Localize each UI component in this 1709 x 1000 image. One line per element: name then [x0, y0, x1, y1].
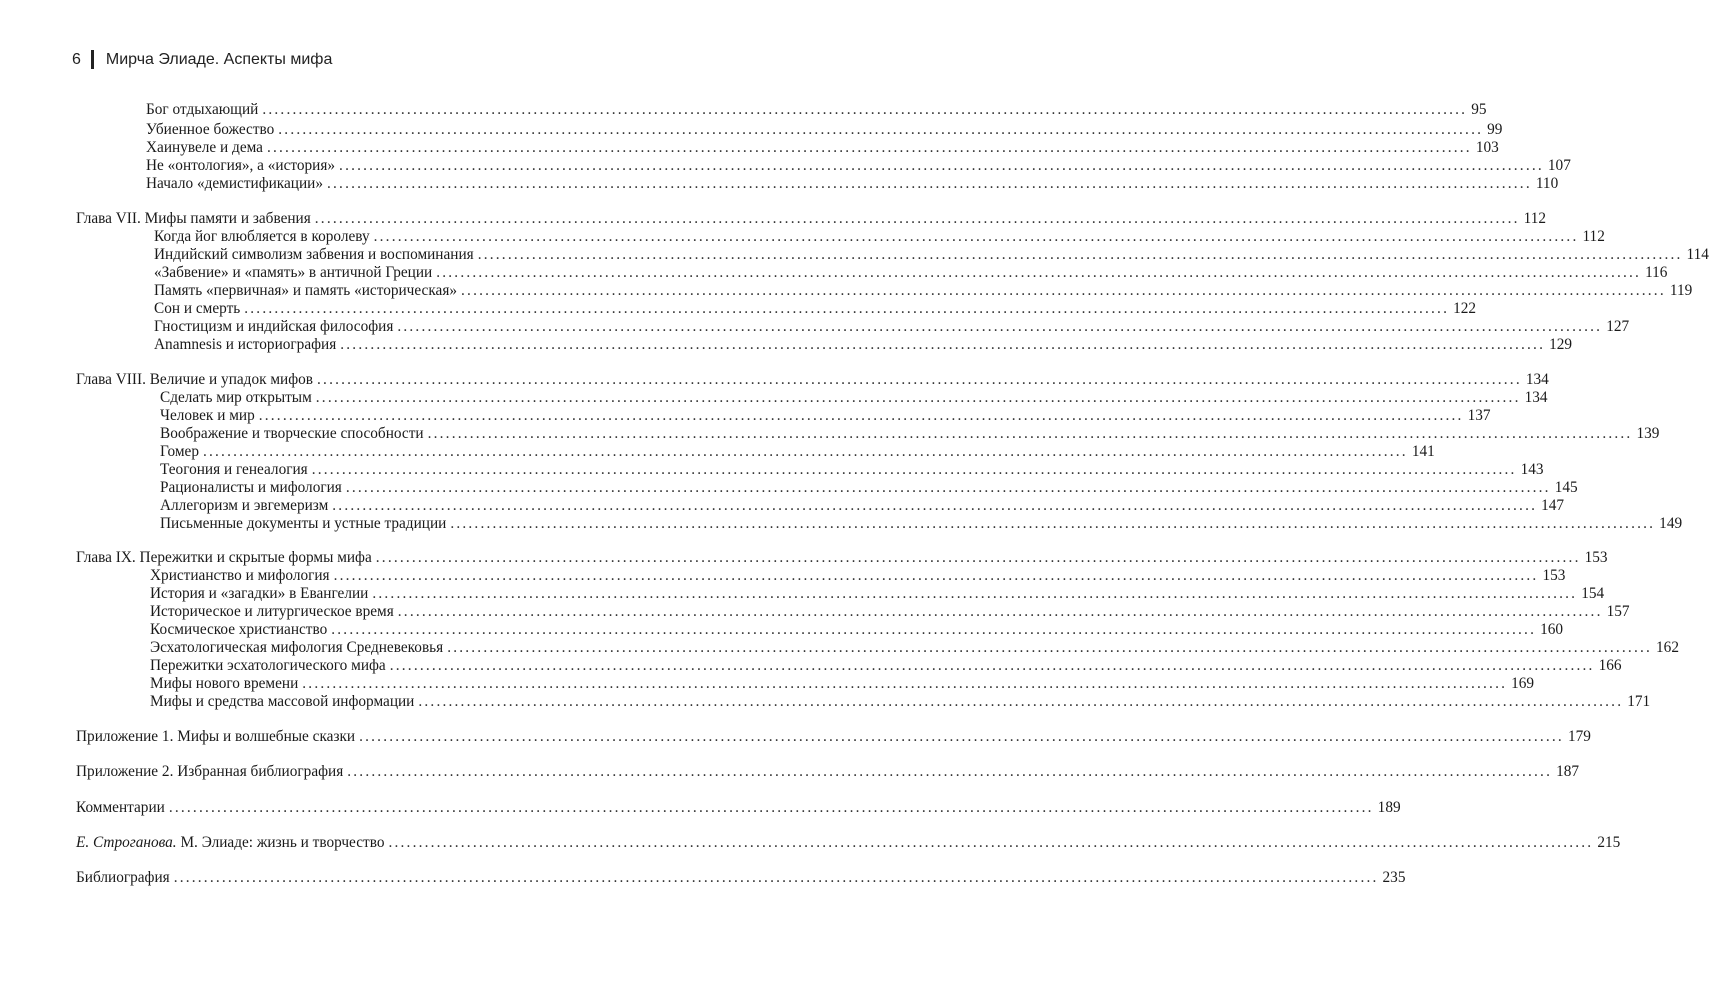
page-number: 6 [72, 50, 81, 68]
toc-entry-page: 149 [1659, 515, 1683, 532]
toc-entry-title: Память «первичная» и память «историческая» [154, 282, 458, 299]
toc-entry-title: Теогония и генеалогия [160, 461, 308, 478]
toc-entry[interactable] [154, 336, 1573, 354]
toc-entry[interactable] [150, 603, 1630, 621]
toc-entry-page: 112 [1523, 210, 1547, 227]
toc-entry-page: 145 [1554, 479, 1578, 496]
toc-dot-leader: ........................................................................................................................................................................................................ [345, 479, 1551, 496]
toc-entry-title: Эсхатологическая мифология Средневековья [150, 639, 444, 656]
toc-entry[interactable] [150, 585, 1605, 603]
toc-entry-page: 141 [1411, 443, 1435, 460]
toc-dot-leader: ........................................................................................................................................................................................................ [331, 621, 1537, 638]
toc-chapter-7[interactable] [76, 210, 1547, 228]
toc-entry[interactable] [154, 246, 1709, 264]
toc-entry-page: 122 [1453, 300, 1477, 317]
toc-dot-leader: ........................................................................................................................................................................................................ [375, 549, 1581, 566]
toc-entry-title [76, 834, 384, 852]
toc-entry-title: Не «онтология», а «история» [146, 157, 336, 174]
toc-dot-leader: ........................................................................................................................................................................................................ [278, 121, 1484, 138]
toc-entry-page: 215 [1597, 834, 1621, 851]
toc-chapter-8[interactable] [76, 371, 1549, 389]
toc-entry-page: 114 [1686, 246, 1709, 263]
running-header [72, 50, 332, 69]
toc-entry-title: Убиенное божество [146, 121, 275, 138]
toc-dot-leader: ........................................................................................................................................................................................................ [461, 282, 1666, 299]
toc-entry[interactable] [154, 282, 1693, 300]
toc-entry-title: Человек и мир [160, 407, 255, 424]
toc-entry-page: 134 [1525, 371, 1549, 388]
toc-dot-leader: ........................................................................................................................................................................................................ [447, 639, 1653, 656]
toc-entry-page: 95 [1471, 101, 1487, 118]
toc-entry[interactable] [150, 567, 1566, 585]
toc-dot-leader: ........................................................................................................................................................................................................ [372, 585, 1578, 602]
toc-entry-title: Комментарии [76, 799, 165, 816]
toc-entry-page: 153 [1584, 549, 1608, 566]
toc-entry-title: Рационалисты и мифология [160, 479, 342, 496]
toc-entry-title: Аллегоризм и эвгемеризм [160, 497, 329, 514]
toc-entry[interactable] [150, 675, 1535, 693]
toc-dot-leader: ........................................................................................................................................................................................................ [397, 318, 1603, 335]
toc-chapter-9[interactable] [76, 549, 1608, 567]
toc-dot-leader: ........................................................................................................................................................................................................ [418, 693, 1624, 710]
toc-dot-leader: ........................................................................................................................................................................................................ [314, 210, 1520, 227]
toc-dot-leader: ........................................................................................................................................................................................................ [427, 425, 1633, 442]
toc-entry-page: 189 [1377, 799, 1401, 816]
toc-entry-title: Хаинувеле и дема [146, 139, 263, 156]
toc-dot-leader: ........................................................................................................................................................................................................ [339, 157, 1544, 174]
toc-entry-page: 179 [1567, 728, 1591, 745]
toc-entry-page: 169 [1511, 675, 1535, 692]
toc-dot-leader: ........................................................................................................................................................................................................ [450, 515, 1656, 532]
toc-entry[interactable] [146, 121, 1503, 139]
toc-entry[interactable] [160, 515, 1683, 533]
toc-entry-title: Космическое христианство [150, 621, 328, 638]
toc-entry[interactable] [154, 300, 1477, 318]
toc-entry-page: 119 [1669, 282, 1693, 299]
toc-entry-page: 99 [1487, 121, 1503, 138]
toc-dot-leader: ........................................................................................................................................................................................................ [244, 300, 1450, 317]
toc-entry-title: Anamnesis и историография [154, 336, 337, 353]
toc-entry-title: Христианство и мифология [150, 567, 330, 584]
toc-entry-page: 171 [1627, 693, 1651, 710]
toc-essay[interactable] [76, 834, 1621, 852]
toc-entry[interactable] [146, 157, 1571, 175]
toc-chapter-title: Глава VII. Мифы памяти и забвения [76, 210, 311, 227]
toc-entry[interactable] [146, 139, 1499, 157]
toc-essay-title: М. Элиаде: жизнь и творчество [176, 834, 385, 851]
toc-entry-page: 139 [1636, 425, 1660, 442]
toc-entry-page: 147 [1541, 497, 1565, 514]
toc-entry-title: Сон и смерть [154, 300, 241, 317]
toc-entry[interactable] [146, 101, 1487, 119]
toc-entry-page: 235 [1382, 869, 1406, 886]
toc-entry-title: «Забвение» и «память» в античной Греции [154, 264, 433, 281]
toc-entry-page: 127 [1606, 318, 1630, 335]
toc-entry-title: Индийский символизм забвения и воспоминания [154, 246, 474, 263]
toc-entry-title: Пережитки эсхатологического мифа [150, 657, 386, 674]
toc-entry-page: 137 [1467, 407, 1491, 424]
toc-dot-leader: ........................................................................................................................................................................................................ [347, 763, 1553, 780]
header-separator [91, 50, 94, 69]
toc-entry[interactable] [154, 318, 1630, 336]
toc-entry-title: Приложение 2. Избранная библиография [76, 763, 344, 780]
toc-dot-leader: ........................................................................................................................................................................................................ [359, 728, 1564, 745]
toc-dot-leader: ........................................................................................................................................................................................................ [202, 443, 1408, 460]
toc-entry-page: 187 [1556, 763, 1580, 780]
toc-dot-leader: ........................................................................................................................................................................................................ [340, 336, 1546, 353]
toc-dot-leader: ........................................................................................................................................................................................................ [262, 101, 1468, 118]
toc-entry[interactable] [160, 461, 1544, 479]
toc-entry-page: 153 [1542, 567, 1566, 584]
toc-dot-leader: ........................................................................................................................................................................................................ [327, 175, 1532, 192]
toc-entry-title: Бог отдыхающий [146, 101, 259, 118]
toc-entry-page: 134 [1524, 389, 1548, 406]
toc-entry-page: 166 [1598, 657, 1622, 674]
toc-entry[interactable] [146, 175, 1559, 193]
toc-comments[interactable] [76, 799, 1401, 817]
toc-dot-leader: ........................................................................................................................................................................................................ [258, 407, 1464, 424]
toc-dot-leader: ........................................................................................................................................................................................................ [373, 228, 1579, 245]
toc-entry[interactable] [160, 497, 1565, 515]
toc-dot-leader: ........................................................................................................................................................................................................ [388, 834, 1594, 851]
toc-dot-leader: ........................................................................................................................................................................................................ [333, 567, 1539, 584]
toc-entry[interactable] [160, 479, 1578, 497]
toc-entry-title: Гомер [160, 443, 199, 460]
toc-entry[interactable] [150, 657, 1622, 675]
toc-dot-leader: ........................................................................................................................................................................................................ [397, 603, 1603, 620]
toc-appendix-1[interactable] [76, 728, 1591, 746]
toc-entry-title: Воображение и творческие способности [160, 425, 424, 442]
toc-chapter-title: Глава IX. Пережитки и скрытые формы мифа [76, 549, 372, 566]
toc-appendix-2[interactable] [76, 763, 1580, 781]
toc-entry[interactable] [160, 407, 1491, 425]
toc-dot-leader: ........................................................................................................................................................................................................ [302, 675, 1508, 692]
toc-dot-leader: ........................................................................................................................................................................................................ [173, 869, 1379, 886]
running-title: Мирча Элиаде. Аспекты мифа [105, 50, 333, 68]
toc-entry-title: Историческое и литургическое время [150, 603, 394, 620]
toc-entry-title: Когда йог влюбляется в королеву [154, 228, 370, 245]
toc-entry-title: Начало «демистификации» [146, 175, 323, 192]
toc-entry-page: 129 [1549, 336, 1573, 353]
toc-dot-leader: ........................................................................................................................................................................................................ [311, 461, 1517, 478]
toc-entry-title: Сделать мир открытым [160, 389, 312, 406]
toc-chapter-title: Глава VIII. Величие и упадок мифов [76, 371, 314, 388]
toc-entry[interactable] [150, 693, 1651, 711]
toc-entry-page: 107 [1547, 157, 1571, 174]
toc-entry-title: Гностицизм и индийская философия [154, 318, 394, 335]
toc-entry-page: 110 [1535, 175, 1559, 192]
toc-entry[interactable] [154, 228, 1605, 246]
toc-bibliography[interactable] [76, 869, 1406, 887]
toc-dot-leader: ........................................................................................................................................................................................................ [315, 389, 1521, 406]
toc-dot-leader: ........................................................................................................................................................................................................ [436, 264, 1642, 281]
toc-entry-title: Мифы нового времени [150, 675, 299, 692]
toc-dot-leader: ........................................................................................................................................................................................................ [168, 799, 1374, 816]
toc-entry-title: Приложение 1. Мифы и волшебные сказки [76, 728, 356, 745]
toc-entry-title: Библиография [76, 869, 170, 886]
toc-dot-leader: ........................................................................................................................................................................................................ [477, 246, 1683, 263]
toc-essay-author: Е. Строганова. [76, 834, 177, 851]
toc-entry-page: 112 [1582, 228, 1605, 245]
toc-entry[interactable] [160, 425, 1660, 443]
toc-entry[interactable] [160, 389, 1548, 407]
toc-entry-page: 116 [1645, 264, 1668, 281]
toc-entry[interactable] [154, 264, 1668, 282]
toc-dot-leader: ........................................................................................................................................................................................................ [332, 497, 1538, 514]
toc-entry[interactable] [160, 443, 1435, 461]
toc-entry-page: 103 [1475, 139, 1499, 156]
toc-dot-leader: ........................................................................................................................................................................................................ [266, 139, 1472, 156]
toc-entry[interactable] [150, 639, 1679, 657]
toc-entry-page: 162 [1656, 639, 1679, 656]
toc-entry-title: История и «загадки» в Евангелии [150, 585, 369, 602]
toc-entry-page: 154 [1581, 585, 1605, 602]
toc-entry-page: 157 [1606, 603, 1630, 620]
toc-dot-leader: ........................................................................................................................................................................................................ [389, 657, 1595, 674]
toc-entry-page: 143 [1520, 461, 1544, 478]
toc-entry-title: Письменные документы и устные традиции [160, 515, 447, 532]
toc-entry[interactable] [150, 621, 1564, 639]
toc-dot-leader: ........................................................................................................................................................................................................ [317, 371, 1522, 388]
toc-entry-title: Мифы и средства массовой информации [150, 693, 415, 710]
toc-entry-page: 160 [1540, 621, 1564, 638]
